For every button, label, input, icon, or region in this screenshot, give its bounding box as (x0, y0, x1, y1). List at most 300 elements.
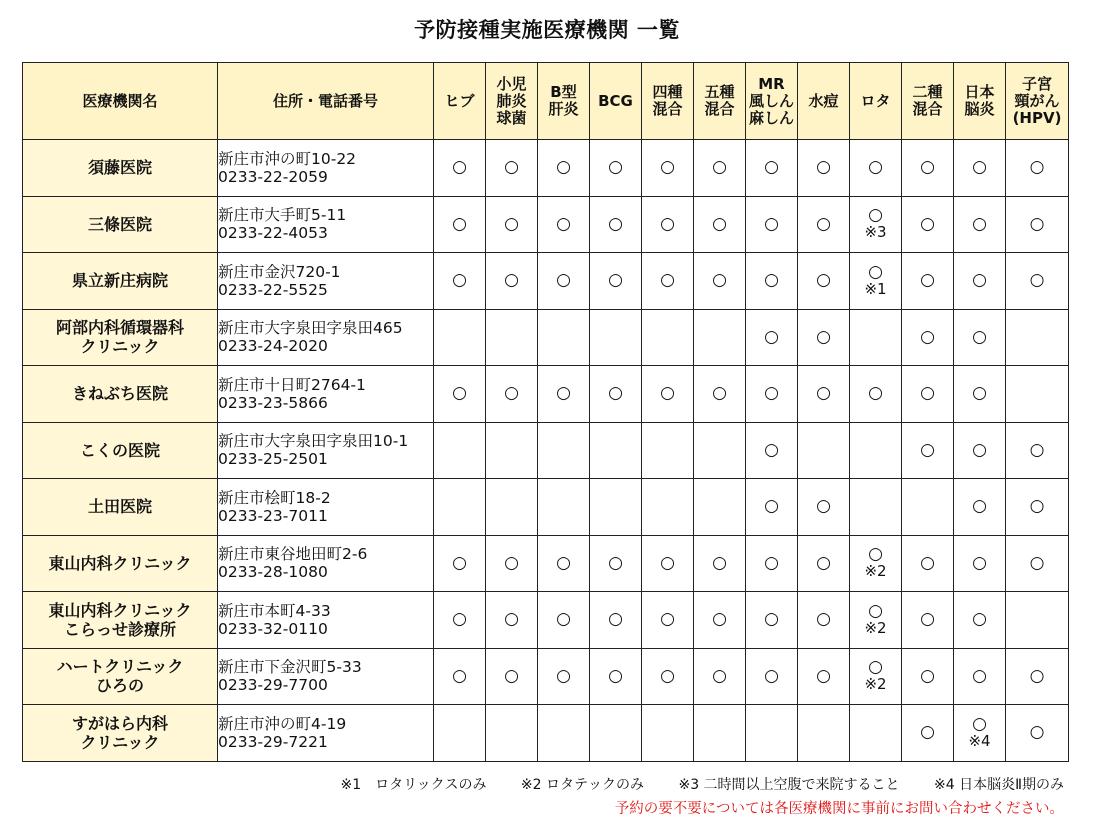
availability-mark: ○ (608, 609, 623, 630)
availability-cell (538, 196, 590, 253)
facility-table (22, 62, 1069, 762)
facility-name: 三條医院 (23, 196, 218, 253)
availability-cell (434, 422, 486, 479)
availability-mark: ○ (504, 213, 519, 234)
availability-cell (954, 196, 1006, 253)
availability-cell (798, 479, 850, 536)
availability-cell (590, 648, 642, 705)
availability-mark: ○ (1029, 496, 1045, 517)
facility-name: 阿部内科循環器科 クリニック (23, 309, 218, 366)
availability-cell (590, 535, 642, 592)
facility-name: 東山内科クリニック こらっせ診療所 (23, 592, 218, 649)
availability-cell (434, 140, 486, 197)
availability-mark: ○ (816, 552, 831, 573)
footnote: ※2 ロタテックのみ (520, 777, 645, 793)
availability-mark: ○ (764, 326, 779, 347)
facility-phone: 0233-23-7011 (218, 506, 328, 525)
address-cell (218, 253, 434, 310)
facility-name: 県立新庄病院 (23, 253, 218, 310)
availability-cell (694, 422, 746, 479)
availability-mark: ○ (868, 544, 883, 565)
facility-address: 新庄市東谷地田町2-6 (218, 545, 368, 564)
availability-cell (902, 705, 954, 762)
facility-name: 須藤医院 (23, 140, 218, 197)
availability-cell (1006, 479, 1069, 536)
availability-mark: ○ (452, 609, 467, 630)
availability-mark: ○ (660, 665, 675, 686)
availability-cell (902, 648, 954, 705)
availability-mark: ○ (972, 157, 987, 178)
availability-cell (902, 592, 954, 649)
availability-mark: ○ (1029, 552, 1045, 573)
availability-cell (486, 253, 538, 310)
availability-cell (850, 422, 902, 479)
availability-mark: ○ (1029, 213, 1045, 234)
availability-cell (902, 479, 954, 536)
availability-mark: ○ (556, 270, 571, 291)
availability-mark: ○ (608, 157, 623, 178)
availability-cell (694, 705, 746, 762)
facility-phone: 0233-22-2059 (218, 167, 328, 186)
availability-mark: ○ (452, 665, 467, 686)
availability-cell (954, 535, 1006, 592)
availability-mark: ○ (556, 665, 571, 686)
availability-mark: ○ (972, 665, 987, 686)
availability-cell (798, 422, 850, 479)
availability-mark: ○ (816, 270, 831, 291)
availability-mark: ○ (972, 609, 987, 630)
table-row (23, 309, 1069, 366)
availability-cell (954, 366, 1006, 423)
facility-phone: 0233-25-2501 (218, 450, 328, 469)
availability-mark: ○ (1029, 665, 1045, 686)
availability-cell (434, 479, 486, 536)
address-cell (218, 648, 434, 705)
header-vaccine: 二種 混合 (902, 63, 954, 140)
availability-cell (538, 253, 590, 310)
facility-phone: 0233-22-4053 (218, 224, 328, 243)
availability-cell (902, 196, 954, 253)
availability-mark: ○ (504, 665, 519, 686)
availability-cell (486, 196, 538, 253)
facility-phone: 0233-22-5525 (218, 280, 328, 299)
availability-cell (694, 309, 746, 366)
availability-cell (746, 140, 798, 197)
facility-phone: 0233-29-7700 (218, 676, 328, 695)
facility-name: ハートクリニック ひろの (23, 648, 218, 705)
availability-mark: ○ (660, 157, 675, 178)
availability-mark: ○ (816, 496, 831, 517)
availability-cell (798, 705, 850, 762)
availability-mark: ○ (712, 609, 727, 630)
availability-cell (642, 648, 694, 705)
address-cell (218, 535, 434, 592)
availability-mark: ○ (1029, 270, 1045, 291)
availability-cell (590, 140, 642, 197)
availability-cell (538, 422, 590, 479)
availability-cell (642, 705, 694, 762)
availability-cell (746, 705, 798, 762)
facility-address: 新庄市本町4-33 (218, 601, 331, 620)
availability-cell (538, 648, 590, 705)
facility-name: 土田医院 (23, 479, 218, 536)
availability-cell (434, 253, 486, 310)
availability-cell (746, 648, 798, 705)
availability-cell (798, 140, 850, 197)
availability-mark: ○ (608, 665, 623, 686)
availability-cell (590, 309, 642, 366)
availability-cell (1006, 422, 1069, 479)
availability-cell (486, 422, 538, 479)
availability-mark: ○ (660, 609, 675, 630)
availability-mark: ○ (1029, 439, 1045, 460)
availability-mark: ○ (504, 270, 519, 291)
availability-cell (1006, 705, 1069, 762)
availability-cell (486, 140, 538, 197)
facility-address: 新庄市下金沢町5-33 (218, 658, 362, 677)
facility-address: 新庄市大字泉田字泉田10-1 (218, 432, 409, 451)
availability-cell (850, 535, 902, 592)
table-row (23, 705, 1069, 762)
availability-cell (694, 535, 746, 592)
availability-cell (746, 479, 798, 536)
address-cell (218, 196, 434, 253)
facility-address: 新庄市金沢720-1 (218, 262, 341, 281)
availability-cell (902, 535, 954, 592)
availability-mark: ○ (972, 270, 987, 291)
availability-cell (902, 253, 954, 310)
availability-mark: ○ (816, 609, 831, 630)
availability-note: ※3 (864, 223, 887, 242)
availability-mark: ○ (764, 665, 779, 686)
table-row (23, 253, 1069, 310)
availability-mark: ○ (920, 383, 935, 404)
availability-cell (954, 140, 1006, 197)
availability-cell (746, 422, 798, 479)
availability-cell (694, 592, 746, 649)
availability-mark: ○ (712, 157, 727, 178)
availability-cell (694, 196, 746, 253)
availability-cell (642, 253, 694, 310)
header-vaccine: 小児 肺炎 球菌 (486, 63, 538, 140)
availability-mark: ○ (816, 213, 831, 234)
availability-cell (486, 592, 538, 649)
footnotes (311, 774, 1064, 794)
availability-cell (538, 140, 590, 197)
availability-cell (590, 479, 642, 536)
table-body (23, 140, 1069, 762)
availability-mark: ○ (764, 552, 779, 573)
availability-mark: ○ (608, 270, 623, 291)
facility-address: 新庄市沖の町10-22 (218, 149, 357, 168)
availability-note: ※1 (864, 279, 887, 298)
availability-cell (850, 140, 902, 197)
availability-cell (486, 705, 538, 762)
availability-cell (538, 592, 590, 649)
availability-mark: ○ (712, 383, 727, 404)
availability-cell (798, 366, 850, 423)
availability-mark: ○ (504, 609, 519, 630)
availability-mark: ○ (816, 326, 831, 347)
availability-mark: ○ (868, 657, 883, 678)
availability-cell (434, 648, 486, 705)
availability-cell (434, 196, 486, 253)
availability-mark: ○ (868, 383, 883, 404)
table-row (23, 535, 1069, 592)
availability-cell (746, 366, 798, 423)
availability-note: ※2 (864, 618, 887, 637)
availability-mark: ○ (920, 270, 935, 291)
availability-cell (694, 253, 746, 310)
availability-cell (1006, 592, 1069, 649)
availability-cell (434, 705, 486, 762)
availability-mark: ○ (764, 439, 779, 460)
address-cell (218, 592, 434, 649)
availability-cell (902, 422, 954, 479)
availability-mark: ○ (764, 157, 779, 178)
availability-cell (642, 140, 694, 197)
availability-cell (694, 648, 746, 705)
availability-cell (1006, 309, 1069, 366)
availability-cell (902, 366, 954, 423)
table-row (23, 422, 1069, 479)
availability-mark: ○ (920, 213, 935, 234)
availability-cell (746, 309, 798, 366)
availability-cell (590, 196, 642, 253)
availability-cell (590, 422, 642, 479)
facility-address: 新庄市十日町2764-1 (218, 375, 366, 394)
availability-mark: ○ (868, 600, 883, 621)
availability-cell (538, 535, 590, 592)
availability-mark: ○ (920, 609, 935, 630)
availability-cell (954, 309, 1006, 366)
availability-cell (590, 253, 642, 310)
availability-mark: ○ (556, 609, 571, 630)
availability-cell (434, 535, 486, 592)
reservation-notice: 予約の要不要については各医療機関に事前にお問い合わせください。 (614, 801, 1064, 817)
availability-mark: ○ (1029, 157, 1045, 178)
availability-cell (798, 253, 850, 310)
availability-cell (486, 366, 538, 423)
header-vaccine: ロタ (850, 63, 902, 140)
availability-mark: ○ (920, 439, 935, 460)
footnote: ※3 二時間以上空腹で来院すること (678, 777, 900, 793)
availability-mark: ○ (972, 383, 987, 404)
availability-cell (486, 479, 538, 536)
availability-mark: ○ (660, 383, 675, 404)
availability-cell (850, 366, 902, 423)
facility-phone: 0233-29-7221 (218, 732, 328, 751)
availability-cell (538, 309, 590, 366)
availability-mark: ○ (712, 213, 727, 234)
availability-mark: ○ (816, 383, 831, 404)
availability-mark: ○ (504, 552, 519, 573)
availability-cell (538, 479, 590, 536)
facility-phone: 0233-24-2020 (218, 337, 328, 356)
availability-cell (954, 479, 1006, 536)
availability-mark: ○ (556, 383, 571, 404)
availability-cell (850, 479, 902, 536)
availability-mark: ○ (920, 665, 935, 686)
header-vaccine: 水痘 (798, 63, 850, 140)
availability-cell (1006, 535, 1069, 592)
table-row (23, 140, 1069, 197)
availability-mark: ○ (452, 552, 467, 573)
availability-mark: ○ (972, 439, 987, 460)
availability-cell (694, 366, 746, 423)
facility-name: きねぶち医院 (23, 366, 218, 423)
address-cell (218, 309, 434, 366)
address-cell (218, 705, 434, 762)
table-row (23, 196, 1069, 253)
header-vaccine: 五種 混合 (694, 63, 746, 140)
availability-mark: ○ (920, 552, 935, 573)
availability-mark: ○ (608, 552, 623, 573)
address-cell (218, 479, 434, 536)
availability-mark: ○ (452, 157, 467, 178)
facility-phone: 0233-23-5866 (218, 393, 328, 412)
availability-note: ※4 (968, 731, 991, 750)
table-row (23, 592, 1069, 649)
availability-cell (538, 366, 590, 423)
header-vaccine: 子宮 頸がん (HPV) (1006, 63, 1069, 140)
availability-cell (1006, 196, 1069, 253)
availability-mark: ○ (816, 157, 831, 178)
availability-cell (1006, 366, 1069, 423)
header-facility-name: 医療機関名 (23, 63, 218, 140)
availability-cell (642, 422, 694, 479)
availability-cell (746, 535, 798, 592)
availability-cell (798, 592, 850, 649)
availability-cell (694, 140, 746, 197)
availability-mark: ○ (452, 383, 467, 404)
availability-cell (642, 196, 694, 253)
availability-mark: ○ (764, 270, 779, 291)
availability-mark: ○ (764, 496, 779, 517)
availability-mark: ○ (764, 213, 779, 234)
availability-note: ※2 (864, 675, 887, 694)
facility-name: こくの医院 (23, 422, 218, 479)
availability-cell (590, 366, 642, 423)
availability-mark: ○ (608, 383, 623, 404)
table-row (23, 366, 1069, 423)
table-row (23, 479, 1069, 536)
availability-cell (434, 309, 486, 366)
availability-cell (850, 592, 902, 649)
address-cell (218, 140, 434, 197)
availability-cell (694, 479, 746, 536)
availability-mark: ○ (556, 213, 571, 234)
availability-cell (902, 309, 954, 366)
availability-cell (850, 705, 902, 762)
header-row (23, 63, 1069, 140)
availability-note: ※2 (864, 562, 887, 581)
availability-mark: ○ (712, 665, 727, 686)
page-title: 予防接種実施医療機関 一覧 (414, 18, 680, 42)
availability-cell (1006, 648, 1069, 705)
availability-mark: ○ (660, 552, 675, 573)
header-vaccine: 日本 脳炎 (954, 63, 1006, 140)
facility-address: 新庄市沖の町4-19 (218, 714, 347, 733)
availability-cell (642, 309, 694, 366)
availability-mark: ○ (972, 713, 987, 734)
facility-name: すがはら内科 クリニック (23, 705, 218, 762)
availability-cell (642, 535, 694, 592)
availability-cell (590, 705, 642, 762)
header-vaccine: BCG (590, 63, 642, 140)
availability-cell (642, 592, 694, 649)
facility-phone: 0233-32-0110 (218, 619, 328, 638)
availability-cell (850, 253, 902, 310)
availability-cell (954, 422, 1006, 479)
address-cell (218, 366, 434, 423)
header-vaccine: B型 肝炎 (538, 63, 590, 140)
header-vaccine: MR 風しん 麻しん (746, 63, 798, 140)
availability-cell (434, 592, 486, 649)
facility-address: 新庄市桧町18-2 (218, 488, 331, 507)
availability-cell (486, 648, 538, 705)
availability-mark: ○ (712, 270, 727, 291)
facility-address: 新庄市大字泉田字泉田465 (218, 319, 403, 338)
availability-mark: ○ (764, 383, 779, 404)
availability-cell (486, 309, 538, 366)
facility-phone: 0233-28-1080 (218, 563, 328, 582)
availability-cell (642, 366, 694, 423)
availability-mark: ○ (504, 383, 519, 404)
availability-mark: ○ (920, 722, 935, 743)
availability-cell (746, 196, 798, 253)
availability-mark: ○ (660, 213, 675, 234)
availability-mark: ○ (556, 552, 571, 573)
facility-name: 東山内科クリニック (23, 535, 218, 592)
availability-mark: ○ (608, 213, 623, 234)
availability-mark: ○ (920, 157, 935, 178)
availability-cell (798, 648, 850, 705)
availability-mark: ○ (712, 552, 727, 573)
availability-cell (434, 366, 486, 423)
header-vaccine: 四種 混合 (642, 63, 694, 140)
availability-mark: ○ (972, 552, 987, 573)
availability-cell (1006, 253, 1069, 310)
header-address-phone: 住所・電話番号 (218, 63, 434, 140)
availability-mark: ○ (660, 270, 675, 291)
availability-cell (746, 253, 798, 310)
availability-cell (798, 309, 850, 366)
availability-cell (798, 535, 850, 592)
availability-mark: ○ (556, 157, 571, 178)
header-vaccine: ヒブ (434, 63, 486, 140)
address-cell (218, 422, 434, 479)
availability-cell (850, 196, 902, 253)
footnote: ※1 ロタリックスのみ (340, 777, 487, 793)
availability-mark: ○ (1029, 722, 1045, 743)
availability-mark: ○ (920, 326, 935, 347)
availability-mark: ○ (972, 326, 987, 347)
availability-mark: ○ (816, 665, 831, 686)
availability-mark: ○ (504, 157, 519, 178)
availability-mark: ○ (868, 205, 883, 226)
availability-cell (954, 648, 1006, 705)
availability-cell (642, 479, 694, 536)
availability-cell (538, 705, 590, 762)
availability-cell (1006, 140, 1069, 197)
availability-cell (954, 592, 1006, 649)
facility-address: 新庄市大手町5-11 (218, 206, 347, 225)
availability-mark: ○ (972, 496, 987, 517)
availability-cell (954, 705, 1006, 762)
availability-mark: ○ (868, 157, 883, 178)
availability-mark: ○ (868, 261, 883, 282)
